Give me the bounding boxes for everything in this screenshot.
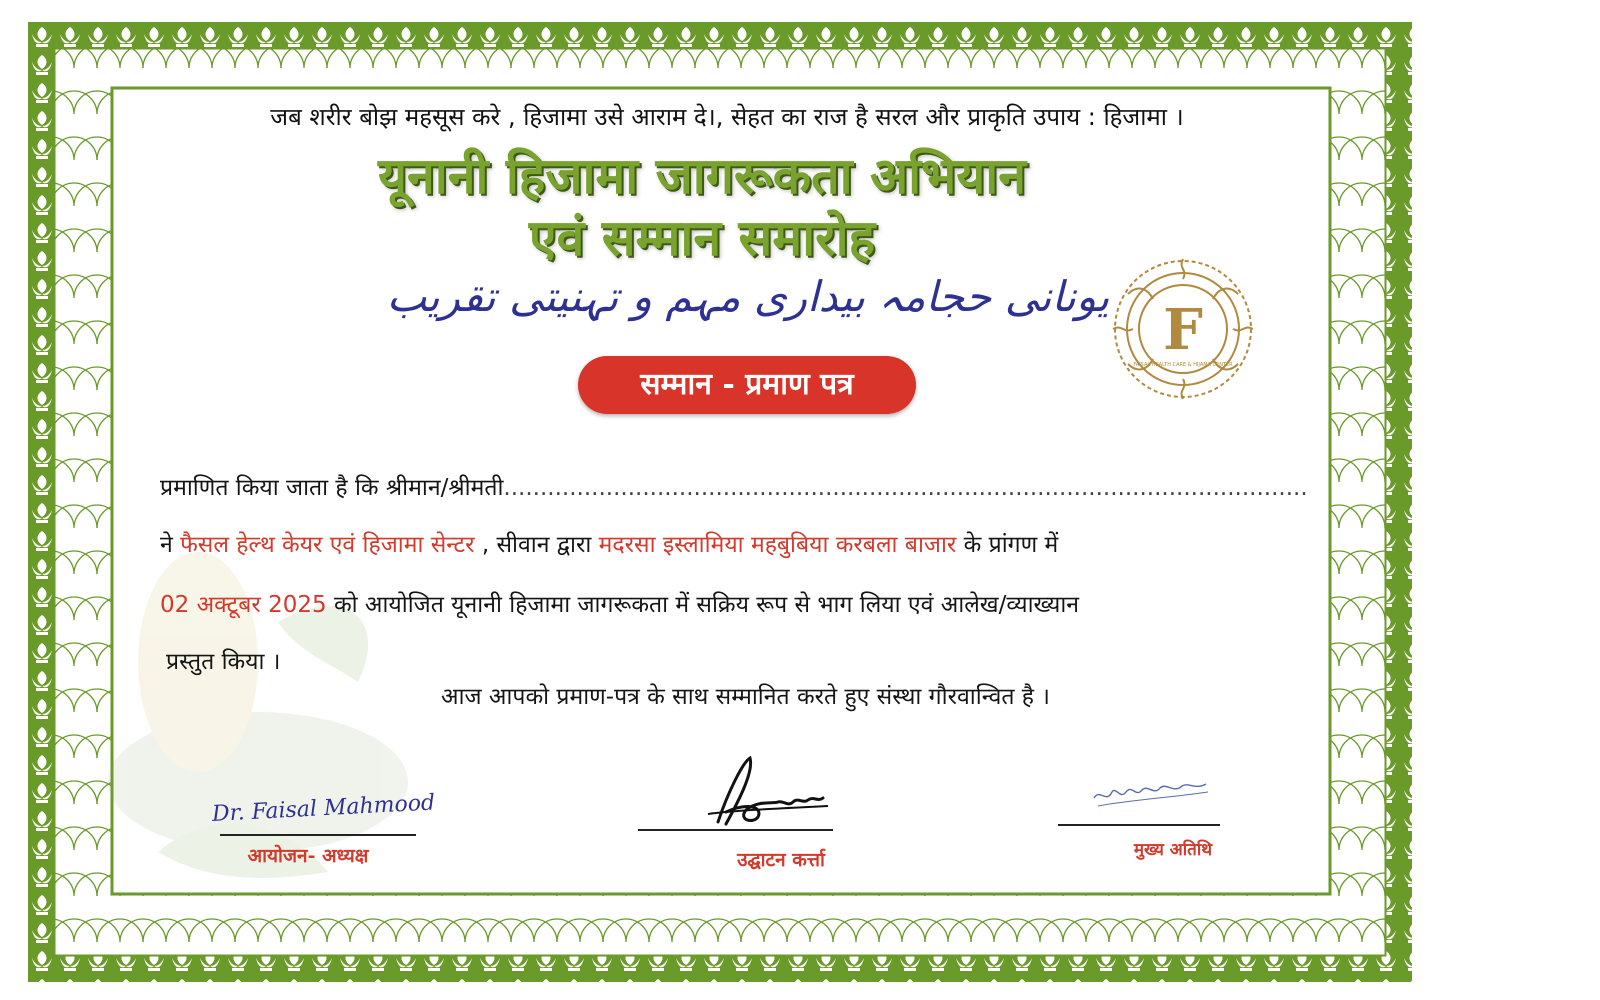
chief-guest-signature: [1088, 770, 1218, 818]
logo-text: FAISAL HEALTH CARE & HIJAMA CENTER: [1133, 362, 1233, 368]
body-line-date: [160, 587, 1079, 619]
certificate-badge: सम्मान - प्रमाण पत्र: [578, 356, 916, 414]
body-line-certify: [160, 470, 1308, 502]
title-line-1: यूनानी हिजामा जागरूकता अभियान: [378, 146, 1026, 205]
organizer-signature-text: Dr. Faisal Mahmood: [211, 790, 436, 828]
recipient-name-blank: ..............................................................................................................: [503, 475, 1308, 501]
inaugurator-caption: उद्घाटन कर्त्ता: [737, 849, 825, 871]
center-name: फैसल हेल्थ केयर एवं हिजामा सेन्टर: [180, 532, 475, 558]
body-line-honor: आज आपको प्रमाण-पत्र के साथ सम्मानित करते हुए संस्था गौरवान्वित है ।: [441, 684, 1051, 710]
chief-guest-caption: मुख्य अतिथि: [1133, 840, 1213, 860]
event-date: 02 अक्टूबर 2025: [160, 592, 327, 618]
urdu-title: یونانی حجامہ بیداری مہم و تہنیتی تقریب: [386, 272, 1110, 321]
body-line-organization: [160, 527, 1058, 559]
line3-suffix: को आयोजित यूनानी हिजामा जागरूकता में सक्रिय रूप से भाग लिया एवं आलेख/व्याख्यान: [326, 592, 1080, 618]
body-line-presented: प्रस्तुत किया ।: [166, 649, 281, 675]
certify-text: प्रमाणित किया जाता है कि श्रीमान/श्रीमती: [160, 475, 504, 501]
logo-letter: F: [1163, 297, 1203, 363]
line2-prefix: ने: [160, 532, 181, 558]
organizer-signature-line: [220, 834, 416, 836]
title-line-2: एवं सम्मान समारोह: [528, 208, 876, 267]
chief-guest-signature-line: [1058, 824, 1220, 826]
organizer-signature: [208, 782, 438, 832]
line2-mid: , सीवान द्वारा: [474, 532, 599, 558]
certificate: [28, 22, 1412, 982]
organization-logo: [1108, 254, 1258, 404]
inaugurator-signature-line: [638, 829, 833, 831]
inaugurator-signature: [668, 752, 848, 832]
slogan: जब शरीर बोझ महसूस करे , हिजामा उसे आराम दे।, सेहत का राज है सरल और प्राकृति उपाय : हिजामा ।: [270, 103, 1184, 131]
venue-name: मदरसा इस्लामिया महबुबिया करबला बाजार: [598, 532, 957, 558]
organizer-caption: आयोजन- अध्यक्ष: [247, 845, 369, 867]
line2-suffix: के प्रांगण में: [956, 532, 1059, 558]
